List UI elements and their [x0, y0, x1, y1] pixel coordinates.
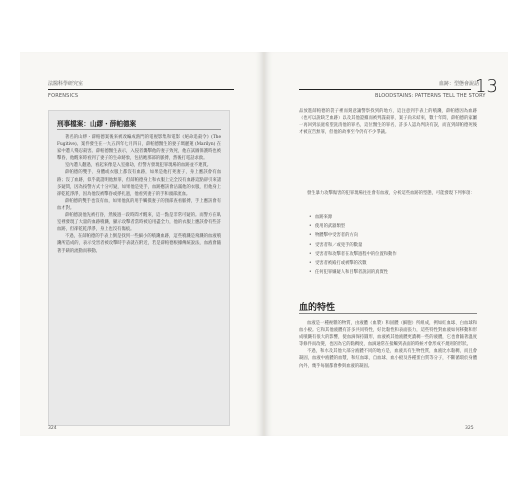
section-text: [299, 320, 477, 370]
case-file-text: [57, 134, 221, 255]
section-divider: [299, 313, 477, 314]
section-paragraph: 血液是一種複雜的物質，由液體（血漿）和固體（細胞）所組成，例如紅血球、白血球和血小板。它和其他液體有許多共同特性，好比黏性和表面張力，這些特性對血液如何移動和形成噴濺有很大的影響，使血滴保持圓形，血液被其他液體更濃稠一些的液體，它也會隨著溫度等條件而改變，也因為它的黏稠度，血滴通常在接觸到表面的時候才會形成不規則的形狀。: [299, 321, 477, 348]
list-item: • 受害者和／或兇手的數量: [309, 241, 397, 250]
list-item: • 物體擊中受害者的方向: [309, 231, 397, 240]
case-file-divider: [57, 129, 221, 130]
case-file-title: 刑事檔案：山繆・薛帕德案: [57, 120, 137, 128]
case-paragraph: 薛帕德的雙手、身體或衣服上都沒有血跡，如果是他打死妻子，身上應該會有血跡；沒了血跡，似乎就證明他無罪，但薛帕德身上和衣服上完全沒有血跡這點卻引來諸多疑問，因為按警方式十分可疑，如果他是兇手，血跡應該會沾滿他的衣服，但他身上卻乾乾淨淨，因為他沒被擊昏或掙扎過，他看到妻子的手和頭部流血。: [57, 170, 221, 197]
intro-text: [299, 108, 477, 136]
book-spread: [20, 52, 508, 436]
right-header-title: 血跡：型態會說話: [439, 81, 480, 87]
intro-paragraph: 品放進薛帕德的袋子裡而刻意讓警察找到的地方，這注意到手表上的噴濺，薛帕德因為血跡（也可以說缺乏血跡）以及其他證據而被判謀殺罪，案子尚未結束，數十年間，薛帕德的家屬一再回到法庭希望洗清他的罪名，這位醫生的罪名，許多人認為判決有誤，而直到薛帕德死後才被宣告無罪，但他的故事至今仍有不少爭議。: [299, 109, 477, 136]
case-paragraph: 薛帕德的雙手也沒有血，如果他真的用手觸摸妻子的頸部查看脈搏，手上應該會有血才對。: [57, 198, 221, 211]
left-header-subtitle: FORENSICS: [48, 93, 79, 99]
left-header-rule: [48, 89, 234, 90]
right-header-subtitle: BLOODSTAINS: PATTERNS TELL THE STORY: [375, 93, 486, 99]
left-page: [20, 52, 263, 436]
left-header-title: 法醫科學研究室: [48, 81, 84, 87]
list-item: • 血跡來源: [309, 213, 397, 222]
case-paragraph: 不過，在薛帕德的手表上倒是找到一些細小的噴濺血跡，這些噴濺是飛濺的血液噴濺所造成的，表示受害者被攻擊時手表就在附近，若是薛帕德根據傳統說法，血液會隨著手錶的流動而移動。: [57, 234, 221, 254]
list-item: • 使用的武器類型: [309, 222, 397, 231]
right-page: [265, 52, 508, 436]
right-page-number: 325: [465, 426, 474, 431]
analysis-paragraph: 發生暴力攻擊傷害的犯罪現場往往會有血液，分析這些血跡的型態，可能發現下列事項：: [307, 191, 475, 196]
left-page-number: 324: [48, 426, 57, 431]
case-file-sidebar: [48, 110, 230, 426]
section-heading: 血的特性: [299, 303, 336, 313]
right-header-rule: [299, 89, 471, 90]
section-paragraph: 不過，和水及其他大部分液體不同的地方是，血液具有生物性質，血液比水黏稠，而且會凝固，血液中液體的血漿，和紅血球，自血球、血小板及各種蛋白質等分子，不斷循環於身體內外，幾乎每個都會參與血液的凝固。: [299, 349, 477, 369]
list-item: • 受害者和攻擊者在攻擊過程中的位置和動作: [309, 250, 397, 259]
case-paragraph: 著名的山繆・薛帕德案後來被改編成熱門的電視影集和電影《絕命追殺令》(The Fugitive)。案件發生在一九五四年七月四日，薛帕德醫生的妻子瑪麗蓮 (Marilyn) 在家中遭人殘忍殺害。薛帕德醫生表示，入侵者襲擊他的妻子致死，他在試圖保護時也被擊昏，他醒來時看到了妻子的生命跡象，包括她那部的脈搏，然後打電話求救。: [57, 135, 221, 162]
list-item: • 任何犯罪嫌疑人和目擊者說詞的真實性: [309, 268, 397, 277]
analysis-intro: [299, 190, 477, 197]
case-paragraph: 薛帕德說他先被打昏，然後過一段時間才醒來，這一點是非常可疑的。而警方在臥室裡發現了大量的血跡噴濺，顯示攻擊者當時被迫用盡全力，他的衣服上應該會有些許血跡，但卻乾乾淨淨，身上也沒有傷痕。: [57, 213, 221, 233]
case-paragraph: 室內遭人翻過，看起來像是入室搶劫，但警方發現犯罪現場的血跡並不連貫。: [65, 163, 212, 169]
bloodstain-findings-list: [309, 213, 397, 277]
chapter-number: 13: [475, 76, 498, 97]
list-item: • 受害者被殿打或被擊的次數: [309, 259, 397, 268]
